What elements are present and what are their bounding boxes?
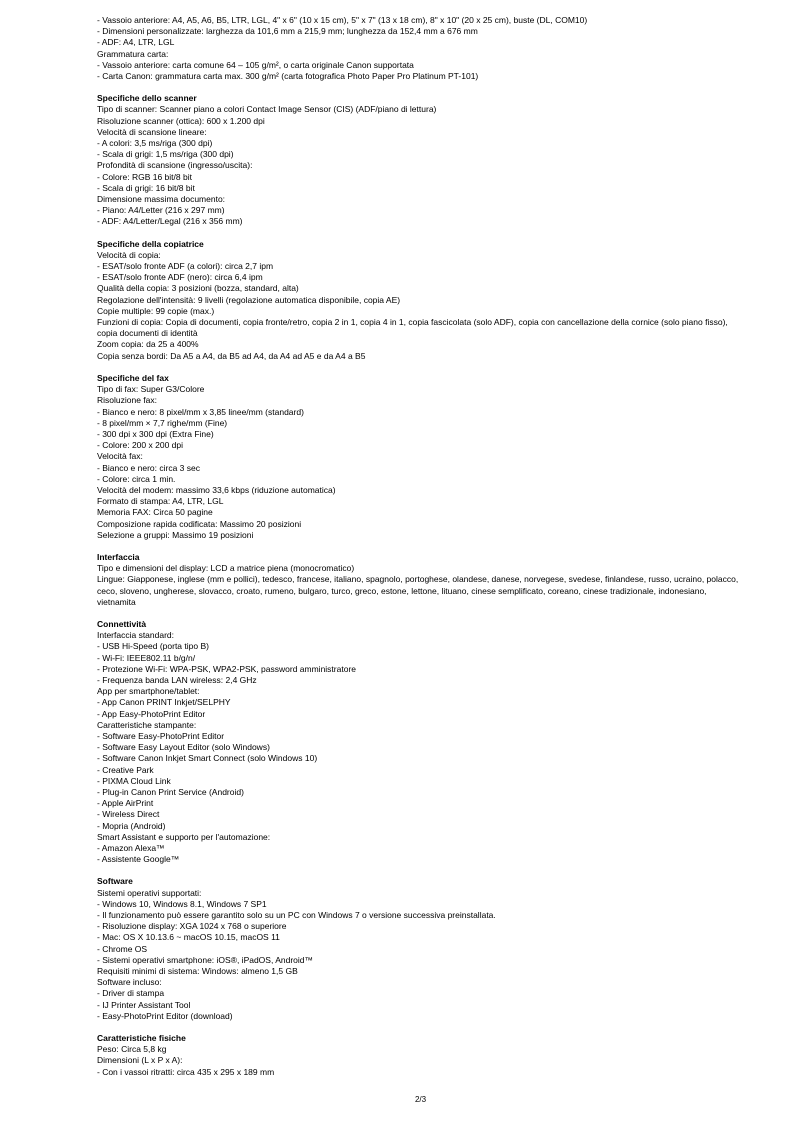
- document-body: [97, 15, 747, 1078]
- spec-line: Funzioni di copia: Copia di documenti, copia fronte/retro, copia 2 in 1, copia 4 in 1, copia fascicolata (solo ADF), copia con cancellazione della cornice (solo piano fisso), copia documenti di identità: [97, 317, 728, 339]
- spec-line: - Apple AirPrint: [97, 798, 154, 809]
- spec-line: - ADF: A4, LTR, LGL: [97, 37, 175, 48]
- spec-line: - Colore: RGB 16 bit/8 bit: [97, 171, 192, 182]
- spec-line: - ESAT/solo fronte ADF (nero): circa 6,4 ipm: [97, 272, 263, 283]
- page-footer: [0, 1095, 793, 1104]
- spec-line: Velocità di copia:: [97, 249, 161, 260]
- spec-line: Profondità di scansione (ingresso/uscita):: [97, 160, 253, 171]
- spec-line: - Bianco e nero: circa 3 sec: [97, 462, 200, 473]
- spec-line: - Driver di stampa: [97, 988, 165, 999]
- spec-line: Tipo di fax: Super G3/Colore: [97, 384, 205, 395]
- spec-line: Grammatura carta:: [97, 48, 169, 59]
- spec-line: - Il funzionamento può essere garantito solo su un PC con Windows 7 o versione successiva preinstallata.: [97, 910, 496, 921]
- spec-line: - App Easy-PhotoPrint Editor: [97, 708, 206, 719]
- spec-line: Risoluzione fax:: [97, 395, 158, 406]
- spec-line: Peso: Circa 5,8 kg: [97, 1044, 167, 1055]
- spec-line: - Mopria (Android): [97, 820, 166, 831]
- spec-section: [97, 1033, 747, 1078]
- spec-section: [97, 619, 747, 865]
- spec-line: - Protezione Wi-Fi: WPA-PSK, WPA2-PSK, password amministratore: [97, 663, 356, 674]
- section-title: Software: [97, 876, 133, 887]
- spec-line: Dimensione massima documento:: [97, 194, 226, 205]
- spec-line: Tipo e dimensioni del display: LCD a matrice piena (monocromatico): [97, 563, 355, 574]
- page-number: 2/3: [414, 1095, 427, 1104]
- spec-line: - Colore: 200 x 200 dpi: [97, 440, 183, 451]
- spec-line: - 300 dpi x 300 dpi (Extra Fine): [97, 428, 214, 439]
- spec-line: - Vassoio anteriore: A4, A5, A6, B5, LTR, LGL, 4" x 6" (10 x 15 cm), 5" x 7" (13 x 18 cm), 8" x 10" (20 x 25 cm), buste (DL, COM10): [97, 15, 588, 25]
- spec-line: Software incluso:: [97, 977, 162, 988]
- spec-line: - Con i vassoi ritratti: circa 435 x 295 x 189 mm: [97, 1066, 275, 1077]
- spec-section: [97, 876, 747, 1022]
- spec-line: Composizione rapida codificata: Massimo 20 posizioni: [97, 518, 302, 529]
- spec-line: - Wireless Direct: [97, 809, 160, 820]
- spec-line: - PIXMA Cloud Link: [97, 775, 171, 786]
- section-title: Connettività: [97, 618, 147, 629]
- spec-line: Regolazione dell'intensità: 9 livelli (regolazione automatica disponibile, copia AE): [97, 294, 401, 305]
- spec-section: [97, 15, 747, 82]
- spec-line: - Amazon Alexa™: [97, 843, 165, 854]
- spec-line: - Scala di grigi: 1,5 ms/riga (300 dpi): [97, 149, 234, 160]
- spec-line: Requisiti minimi di sistema: Windows: almeno 1,5 GB: [97, 966, 298, 977]
- spec-section: [97, 552, 747, 608]
- spec-line: Formato di stampa: A4, LTR, LGL: [97, 496, 224, 507]
- spec-line: - Plug-in Canon Print Service (Android): [97, 787, 244, 797]
- spec-line: - Bianco e nero: 8 pixel/mm x 3,85 linee/mm (standard): [97, 406, 304, 417]
- spec-line: - Frequenza banda LAN wireless: 2,4 GHz: [97, 674, 257, 685]
- spec-line: - Vassoio anteriore: carta comune 64 – 105 g/m², o carta originale Canon supportata: [97, 59, 414, 70]
- spec-line: - Piano: A4/Letter (216 x 297 mm): [97, 205, 225, 216]
- section-title: Specifiche del fax: [97, 372, 169, 383]
- spec-line: - Easy-PhotoPrint Editor (download): [97, 1010, 233, 1021]
- spec-line: - A colori: 3,5 ms/riga (300 dpi): [97, 138, 213, 149]
- spec-line: Qualità della copia: 3 posizioni (bozza, standard, alta): [97, 283, 299, 294]
- section-title: Specifiche dello scanner: [97, 93, 197, 104]
- spec-line: - Assistente Google™: [97, 854, 180, 865]
- spec-line: - Chrome OS: [97, 943, 148, 954]
- spec-line: - ADF: A4/Letter/Legal (216 x 356 mm): [97, 216, 243, 227]
- spec-line: Copie multiple: 99 copie (max.): [97, 305, 215, 316]
- spec-line: Caratteristiche stampante:: [97, 719, 197, 730]
- spec-line: - 8 pixel/mm × 7,7 righe/mm (Fine): [97, 417, 228, 428]
- spec-line: - Colore: circa 1 min.: [97, 473, 176, 484]
- spec-section: [97, 373, 747, 541]
- spec-line: Sistemi operativi supportati:: [97, 887, 202, 898]
- spec-line: Copia senza bordi: Da A5 a A4, da B5 ad A4, da A4 ad A5 e da A4 a B5: [97, 350, 366, 361]
- spec-line: Tipo di scanner: Scanner piano a colori Contact Image Sensor (CIS) (ADF/piano di lettura): [97, 104, 437, 115]
- spec-line: Smart Assistant e supporto per l'automazione:: [97, 831, 271, 842]
- spec-line: Velocità di scansione lineare:: [97, 126, 207, 137]
- spec-line: - Software Easy-PhotoPrint Editor: [97, 730, 225, 741]
- spec-line: Velocità fax:: [97, 451, 143, 462]
- spec-line: Risoluzione scanner (ottica): 600 x 1.200 dpi: [97, 115, 265, 126]
- spec-section: [97, 239, 747, 362]
- spec-line: - Wi-Fi: IEEE802.11 b/g/n/: [97, 652, 196, 663]
- spec-line: - Risoluzione display: XGA 1024 x 768 o superiore: [97, 921, 287, 932]
- section-title: Interfaccia: [97, 551, 140, 562]
- spec-line: - Carta Canon: grammatura carta max. 300 g/m² (carta fotografica Photo Paper Pro Platinum PT-101): [97, 71, 479, 82]
- spec-line: - IJ Printer Assistant Tool: [97, 999, 191, 1010]
- section-title: Specifiche della copiatrice: [97, 238, 204, 249]
- spec-line: - App Canon PRINT Inkjet/SELPHY: [97, 697, 231, 708]
- section-title: Caratteristiche fisiche: [97, 1033, 186, 1044]
- spec-line: Lingue: Giapponese, inglese (mm e pollici), tedesco, francese, italiano, spagnolo, portoghese, olandese, danese, norvegese, svedese, finlandese, russo, ucraino, polacco, ceco, sloveno, ungherese, slovacco, croato, rumeno, bulgaro, turco, greco, estone, lettone, lituano, cinese semplificato, coreano, cinese tradizionale, indonesiano, vietnamita: [97, 574, 739, 607]
- spec-line: Velocità del modem: massimo 33,6 kbps (riduzione automatica): [97, 484, 336, 495]
- spec-section: [97, 93, 747, 227]
- spec-line: - Dimensioni personalizzate: larghezza da 101,6 mm a 215,9 mm; lunghezza da 152,4 mm a 676 mm: [97, 26, 478, 37]
- spec-line: Memoria FAX: Circa 50 pagine: [97, 507, 213, 518]
- spec-line: - Scala di grigi: 16 bit/8 bit: [97, 182, 195, 193]
- spec-line: - Mac: OS X 10.13.6 ~ macOS 10.15, macOS 11: [97, 932, 280, 943]
- spec-line: - USB Hi-Speed (porta tipo B): [97, 641, 209, 652]
- spec-line: - Software Easy Layout Editor (solo Windows): [97, 742, 270, 753]
- spec-line: - ESAT/solo fronte ADF (a colori): circa 2,7 ipm: [97, 261, 274, 272]
- spec-line: - Software Canon Inkjet Smart Connect (solo Windows 10): [97, 753, 318, 764]
- spec-line: Interfaccia standard:: [97, 630, 175, 641]
- spec-line: Dimensioni (L x P x A):: [97, 1055, 183, 1066]
- spec-line: Zoom copia: da 25 a 400%: [97, 339, 199, 350]
- spec-line: - Windows 10, Windows 8.1, Windows 7 SP1: [97, 898, 267, 909]
- spec-line: - Sistemi operativi smartphone: iOS®, iPadOS, Android™: [97, 954, 314, 965]
- spec-line: Selezione a gruppi: Massimo 19 posizioni: [97, 529, 254, 540]
- spec-line: App per smartphone/tablet:: [97, 686, 200, 697]
- spec-line: - Creative Park: [97, 764, 154, 775]
